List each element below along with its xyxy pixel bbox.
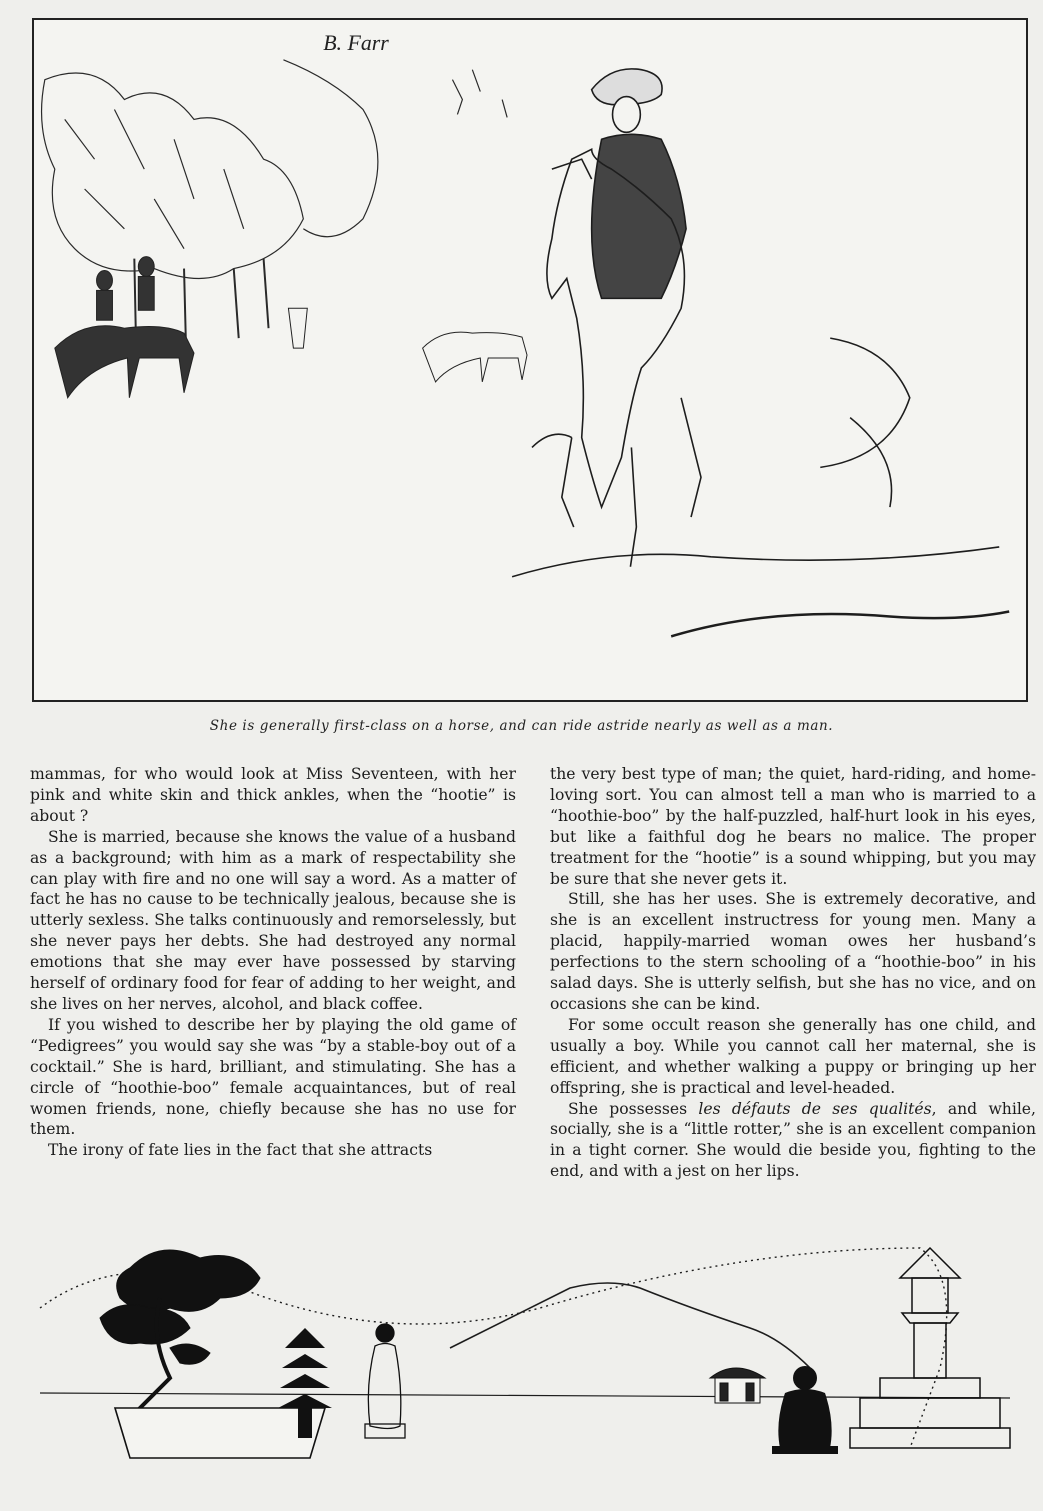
distant-riders (55, 257, 527, 398)
paragraph: The irony of fate lies in the fact that she attracts (48, 1141, 433, 1160)
paragraph (550, 1099, 1036, 1183)
temple-house (710, 1368, 765, 1403)
japanese-scene-illustration (30, 1228, 1020, 1498)
riding-illustration (32, 18, 1028, 702)
geisha-figurine (365, 1324, 405, 1438)
artist-signature: B. Farr (323, 30, 389, 55)
illustration-caption: She is generally first-class on a horse, and can ride astride nearly as well as a man. (209, 718, 834, 734)
paragraph: For some occult reason she generally has one child, and usually a boy. While you cannot call her maternal, she is efficient, and whether walking a puppy or bringing up her offspring, she is practical and level-headed. (550, 1015, 1036, 1097)
decorative-footer (30, 1228, 1020, 1498)
paragraph: the very best type of man; the quiet, hard-riding, and home-loving sort. You can almost tell a man who is married to a “hoothie-boo” by the half-puzzled, half-hurt look in his eyes, but like a faithful dog he bears no malice. The proper treatment for the “hootie” is a sound whipping, but you may be sure that she never gets it. (550, 765, 1036, 888)
bonsai-tree (100, 1250, 325, 1458)
paragraph-text: , and while, socially, she is a “little rotter,” she is an excellent companion in a tight corner. She would die beside you, fighting to the end, and with a jest on her lips. (550, 1099, 1036, 1181)
stone-lantern (850, 1248, 1010, 1448)
paragraph: She is married, because she knows the value of a husband as a background; with him as a mark of respectability she can play with fire and no one will say a word. As a matter of fact he has no cause to be technically jealous, because she is utterly sexless. She talks continuously and remorselessly, but she never pays her debts. She had destroyed any normal emotions that she may ever have possessed by starving herself of ordinary food for fear of adding to her weight, and she lives on her nerves, alcohol, and black coffee. (30, 827, 516, 1013)
main-rider (512, 69, 1009, 636)
article-column-right (550, 764, 1036, 1182)
paragraph: Still, she has her uses. She is extremely decorative, and she is an excellent instructress for young men. Many a placid, happily-married woman owes her husband’s perfections to the stern schooling of a “hoothie-boo” in his salad days. She is utterly selfish, but she has no vice, and on occasions she can be kind. (550, 890, 1036, 1013)
horsewoman-sketch (34, 20, 1026, 700)
french-phrase: les défauts de ses qualités (698, 1099, 932, 1118)
paragraph: mammas, for who would look at Miss Seventeen, with her pink and white skin and thick ankles, when the “hootie” is about ? (30, 765, 516, 825)
article-column-left (30, 764, 516, 1161)
paragraph-text: She possesses (568, 1099, 688, 1118)
paragraph: If you wished to describe her by playing the old game of “Pedigrees” you would say she was “by a stable-boy out of a cocktail.” She is hard, brilliant, and stimulating. She has a circle of “hoothie-boo” female acquaintances, but of real women friends, none, chiefly because she has no use for them. (30, 1015, 516, 1139)
buddha-statue (772, 1366, 838, 1454)
